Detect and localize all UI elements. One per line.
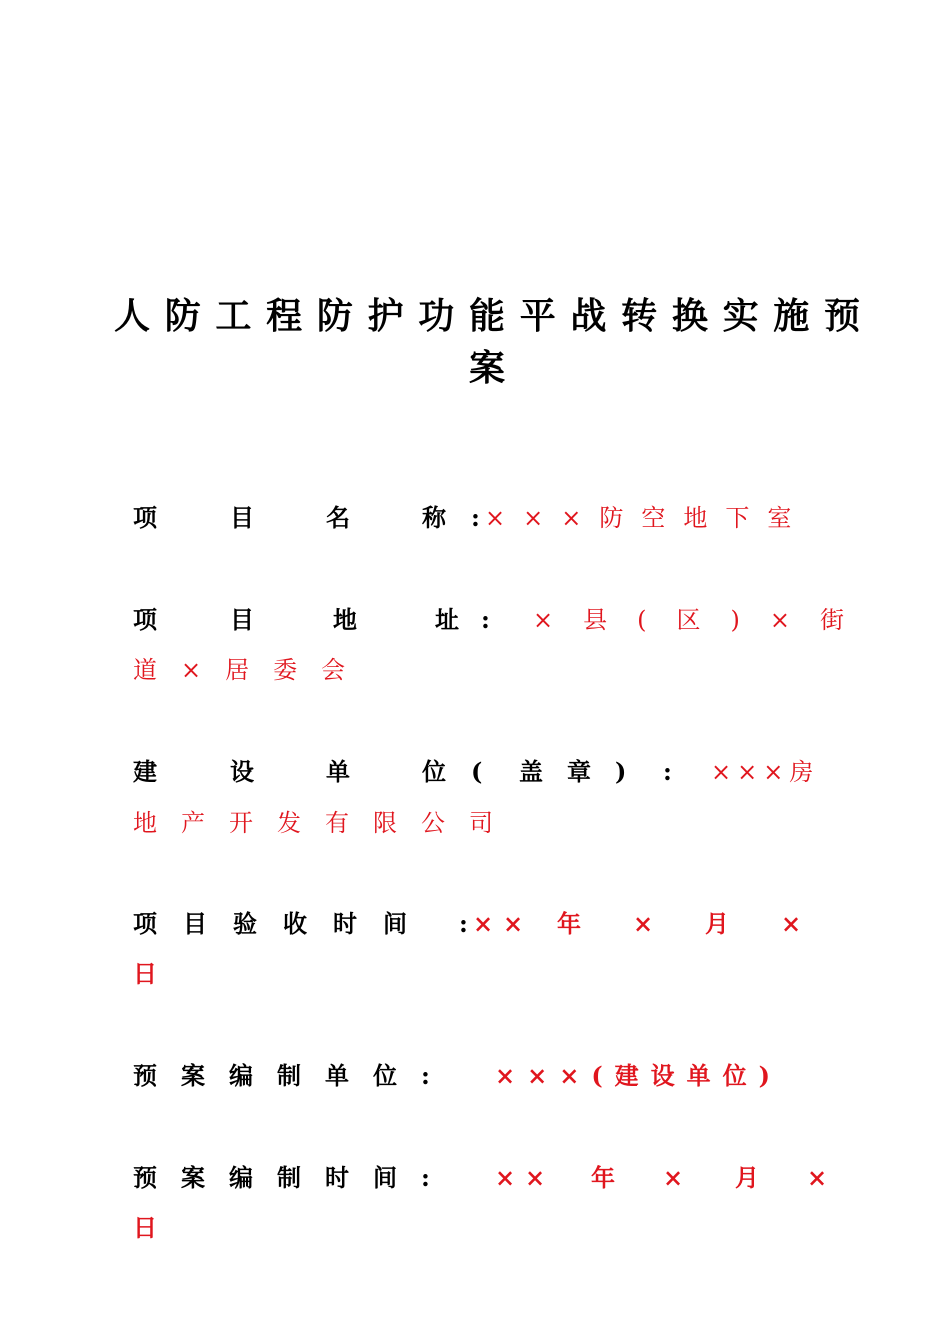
project-address-value-line-1: ×县(区)×街 [533,606,874,634]
plan-time-label: 预案编制时间: [133,1163,454,1192]
field-acceptance-time-cont [133,954,833,994]
field-construction-unit-cont [133,803,833,843]
construction-unit-value-line-2: 地产开发有限公司 [133,809,517,837]
plan-unit-value: ×××(建设单位) [495,1061,783,1090]
field-project-address-cont [133,650,833,690]
field-plan-time: 预案编制时间: × × 年 × 月 × [133,1158,833,1198]
document-title-line-2: 案 [468,347,505,389]
plan-unit-label: 预案编制单位: [133,1061,454,1090]
field-project-address: 项 目 地 址 : ×县(区)×街 [133,600,833,640]
construction-unit-value-line-1: ×××房 [711,758,820,786]
field-plan-time-cont [133,1208,833,1248]
project-name-value: ×××防空地下室 [485,504,810,532]
field-construction-unit: 建 设 单 位 ( 盖 章 ) : ×××房 [133,752,833,792]
plan-time-value-line-2: 日 [133,1213,157,1242]
field-project-name: 项 目 名 称 : ×××防空地下室 [133,498,833,538]
field-plan-unit [133,1056,833,1096]
field-acceptance-time: 项 目 验 收 时 间 : × × 年 × 月 × [133,909,802,938]
acceptance-time-value-line-2: 日 [133,959,157,988]
project-address-value-line-2: 道×居委会 [133,656,370,684]
document-title-line-1: 人 防 工 程 防 护 功 能 平 战 转 换 实 施 预 [114,295,861,337]
